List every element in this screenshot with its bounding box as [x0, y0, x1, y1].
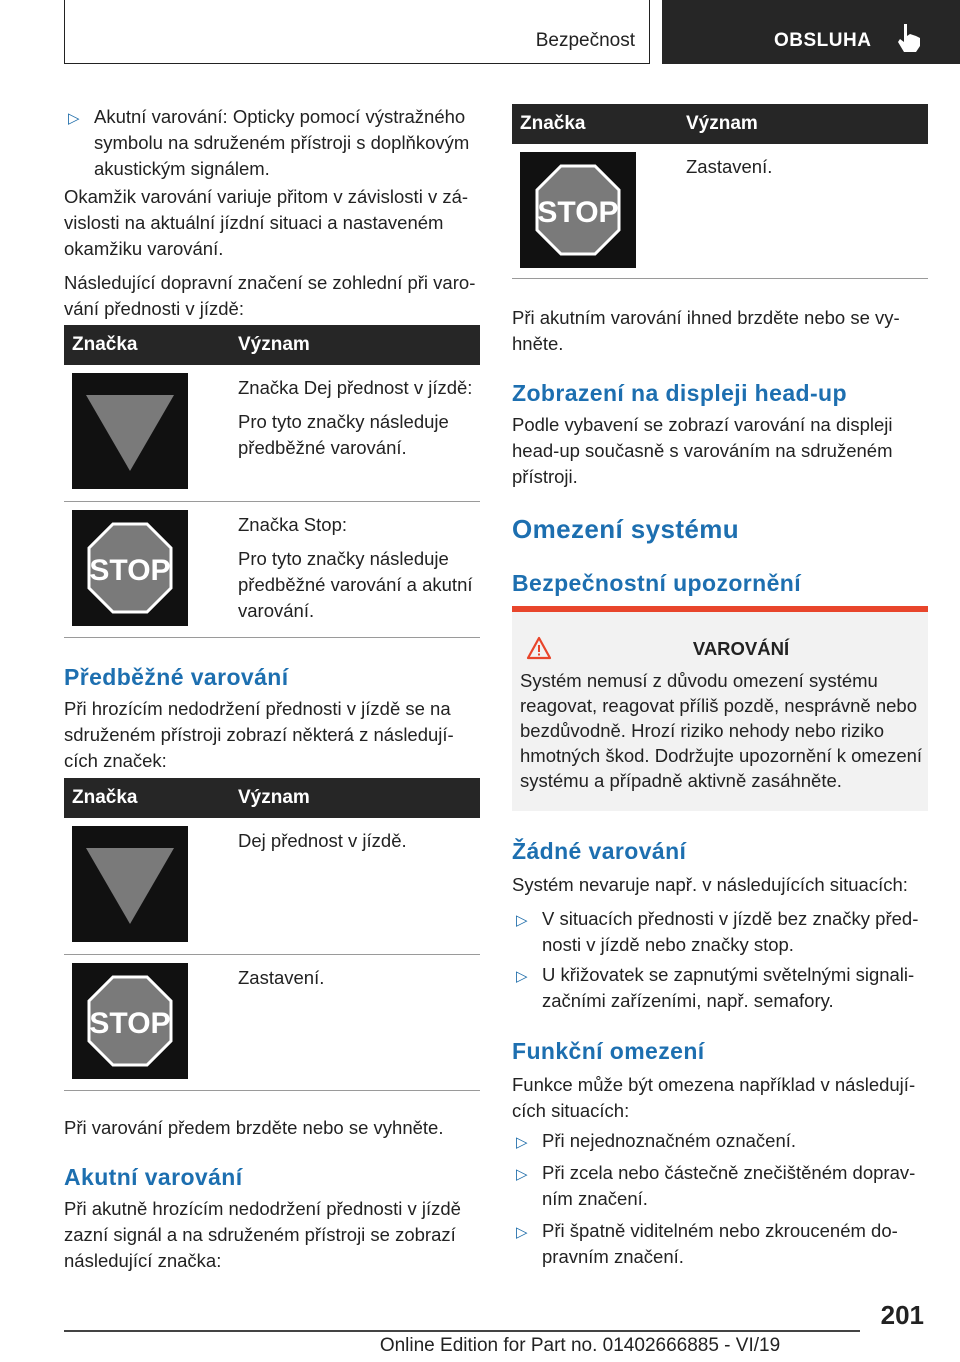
paragraph: Při akutně hrozícím nedodržení přednosti v jízdě zazní signál a na sdruženém přístroji se zobrazí následující značka:: [64, 1198, 461, 1271]
table-header-meaning: Význam: [238, 778, 480, 818]
paragraph: Systém nevaruje např. v následujících situacích:: [512, 874, 908, 895]
stop-sign-icon: [520, 152, 636, 268]
sign-table-2: [64, 778, 480, 1091]
sign-table-3: [512, 104, 928, 279]
list-item: ▷ Při špatně viditelném nebo zkrouceném dopravním značení.: [516, 1220, 898, 1267]
yield-sign-icon: [72, 373, 188, 489]
warning-body: Systém nemusí z důvodu omezení systému reagovat, reagovat příliš pozdě, nesprávně nebo bezdůvodně. Hrozí riziko nehody nebo riziko hmotných škod. Dodržujte upozornění k omezení systému a případně aktivně zasáhněte.: [520, 670, 923, 791]
heading-headup: Zobrazení na displeji head-up: [512, 380, 847, 406]
list-item: ▷ Při zcela nebo částečně znečištěném dopravním značení.: [516, 1162, 916, 1209]
paragraph: Následující dopravní značení se zohlední při varování přednosti v jízdě:: [64, 272, 476, 319]
heading-predbezne: Předběžné varování: [64, 664, 289, 690]
warning-title: VAROVÁNÍ: [692, 638, 790, 659]
paragraph: Funkce může být omezena například v následujících situacích:: [512, 1074, 916, 1121]
bullet-triangle-icon: ▷: [516, 912, 528, 929]
list-item: ▷ V situacích přednosti v jízdě bez značky přednosti v jízdě nebo značky stop.: [516, 908, 919, 955]
footer-divider: [64, 1330, 860, 1332]
svg-text:STOP: STOP: [537, 196, 619, 229]
header-chapter-title: OBSLUHA: [774, 30, 872, 51]
header-chapter-tab: [662, 0, 960, 64]
page-number: 201: [880, 1300, 924, 1330]
bullet-triangle-icon: ▷: [516, 1134, 528, 1151]
list-item: ▷ Při nejednoznačném označení.: [512, 1128, 928, 1154]
header-section-tab: [64, 0, 650, 64]
table-header-meaning: Význam: [238, 325, 480, 365]
svg-text:STOP: STOP: [89, 1006, 171, 1040]
heading-zadne: Žádné varování: [512, 838, 687, 864]
header-section-title: Bezpečnost: [535, 30, 635, 51]
table-header-sign: Značka: [64, 325, 238, 365]
heading-bezpecnostni: Bezpečnostní upozornění: [512, 570, 802, 596]
stop-sign-icon: [72, 510, 188, 626]
paragraph: Při akutním varování ihned brzděte nebo se vyhněte.: [512, 307, 900, 354]
paragraph: Podle vybavení se zobrazí varování na displeji head-up současně s varováním na sdruženém přístroji.: [512, 414, 893, 487]
table-header-sign: Značka: [512, 104, 686, 144]
table-row: Značka Dej přednost v jízdě: Pro tyto značky následuje předběžné varování.: [64, 365, 480, 501]
yield-sign-icon: [72, 826, 188, 942]
footer-edition: Online Edition for Part no. 01402666885 - VI/19: [379, 1335, 781, 1356]
table-row: Dej přednost v jízdě.: [64, 818, 480, 954]
heading-funkcni: Funkční omezení: [512, 1038, 705, 1064]
hand-pointer-icon: [894, 22, 924, 54]
table-header-meaning: Význam: [686, 104, 928, 144]
table-header-sign: Značka: [64, 778, 238, 818]
heading-akutni: Akutní varování: [64, 1164, 243, 1190]
bullet-triangle-icon: ▷: [68, 110, 80, 127]
list-item: ▷ U křižovatek se zapnutými světelnými signalizačními zařízeními, např. semafory.: [516, 964, 915, 1011]
sign-table-1: [64, 325, 480, 638]
paragraph: Při hrozícím nedodržení přednosti v jízdě se na sdruženém přístroji zobrazí některá z následujících značek:: [64, 698, 454, 771]
table-row: STOP Značka Stop: Pro tyto značky následuje předběžné varování a akutní varování.: [64, 501, 480, 637]
table-row: STOP Zastavení.: [512, 144, 928, 279]
heading-omezeni: Omezení systému: [512, 514, 740, 544]
warning-box: [512, 606, 928, 811]
stop-sign-icon: [72, 963, 188, 1079]
svg-text:STOP: STOP: [89, 553, 171, 587]
bullet-triangle-icon: ▷: [516, 968, 528, 985]
bullet-triangle-icon: ▷: [516, 1224, 528, 1241]
warning-triangle-icon: [526, 636, 552, 660]
bullet-triangle-icon: ▷: [516, 1166, 528, 1183]
list-item: ▷ Akutní varování: Opticky pomocí výstražného symbolu na sdruženém přístroji s doplňkovým akustickým signálem.: [68, 106, 470, 179]
table-row: STOP Zastavení.: [64, 954, 480, 1090]
paragraph: Při varování předem brzděte nebo se vyhněte.: [64, 1117, 444, 1138]
paragraph: Okamžik varování variuje přitom v závislosti v závislosti na aktuální jízdní situaci a nastaveném okamžiku varování.: [64, 186, 469, 259]
